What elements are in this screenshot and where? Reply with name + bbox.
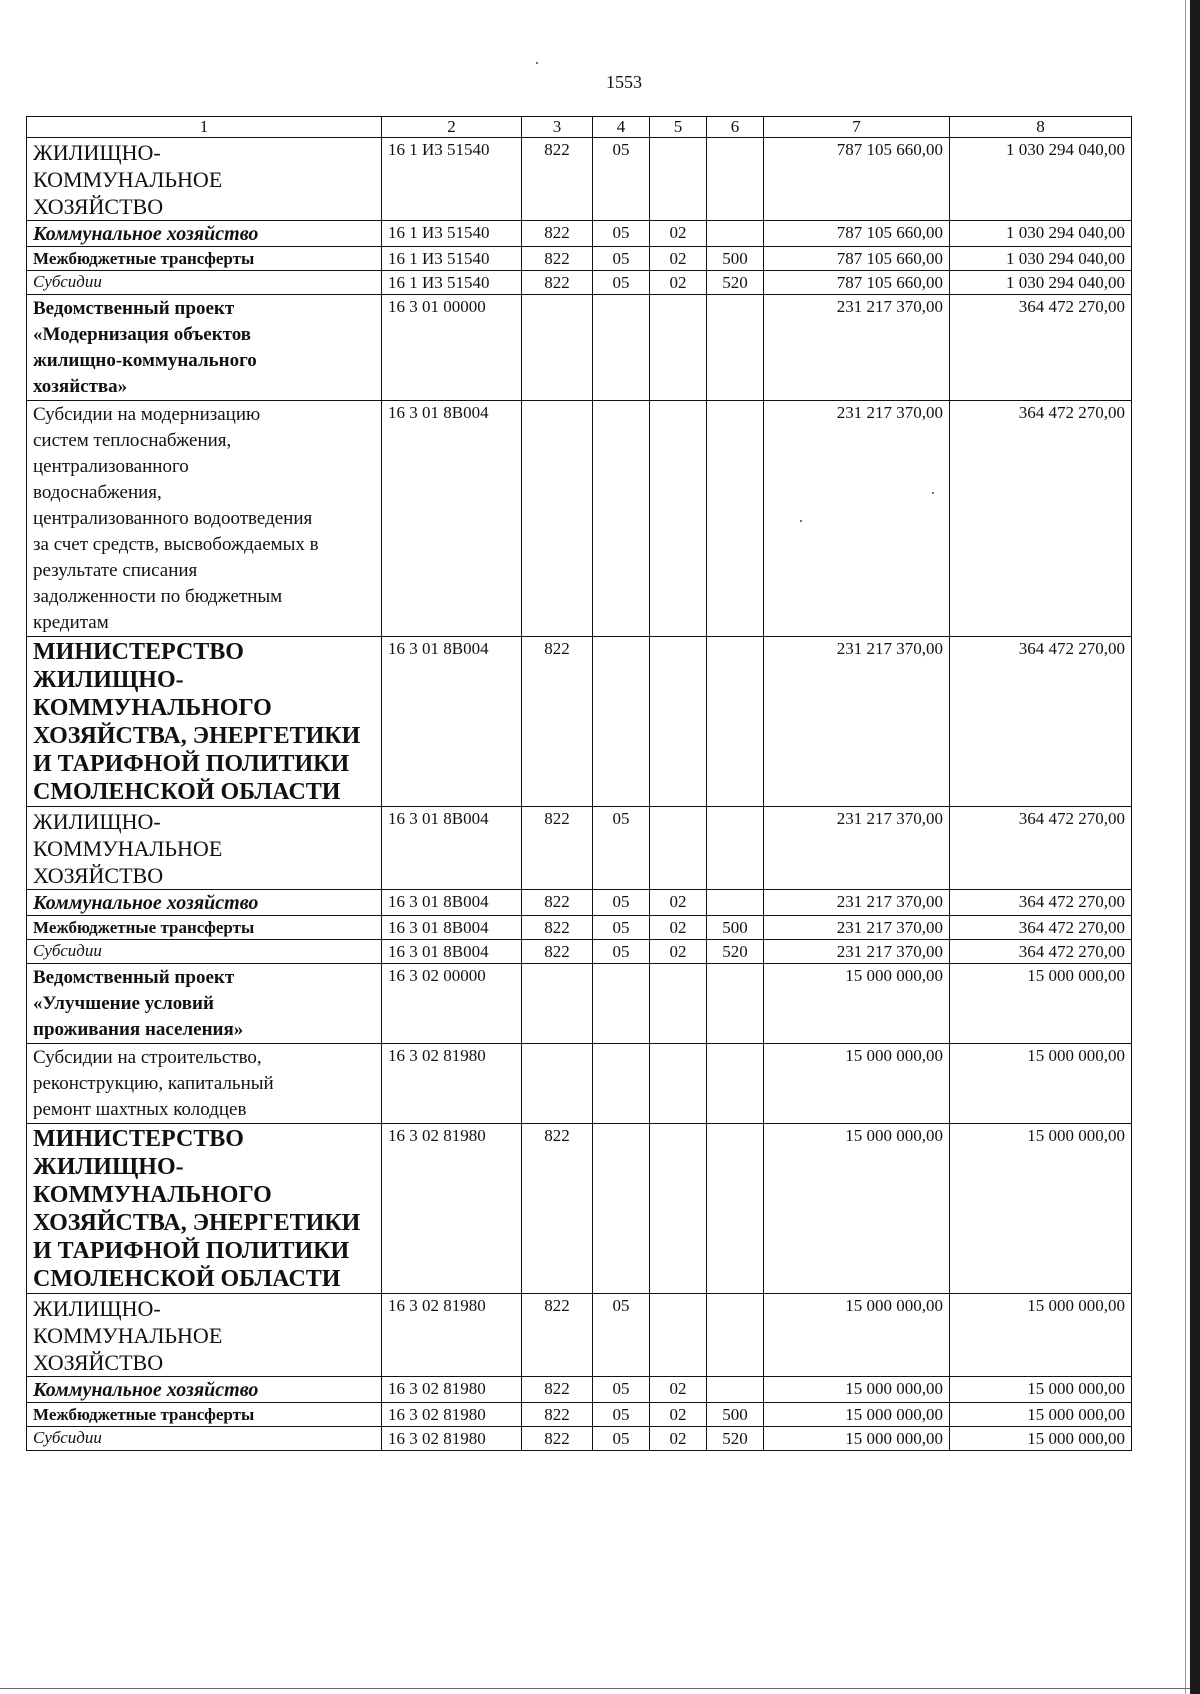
header-cell: 2 xyxy=(382,117,522,138)
row-name-line: КОММУНАЛЬНОЕ xyxy=(33,167,223,192)
header-cell: 1 xyxy=(27,117,382,138)
row-name-line: ремонт шахтных колодцев xyxy=(33,1099,247,1120)
scan-bottom-line xyxy=(0,1688,1190,1689)
ministry-code-cell: 822 xyxy=(522,916,593,940)
amount-cell-col8: 15 000 000,00 xyxy=(950,1294,1132,1377)
row-name-line: централизованного xyxy=(33,456,189,477)
expense-type-cell xyxy=(707,1294,764,1377)
row-name-cell xyxy=(27,1377,382,1403)
header-cell: 7 xyxy=(764,117,950,138)
section-cell: 05 xyxy=(593,1377,650,1403)
table-row xyxy=(27,1294,1132,1377)
row-name-line: Межбюджетные трансферты xyxy=(33,249,255,268)
amount-cell-col7: 231 217 370,00 xyxy=(764,940,950,964)
subsection-cell: 02 xyxy=(650,221,707,247)
row-name-line: МИНИСТЕРСТВО xyxy=(33,639,244,665)
section-cell: 05 xyxy=(593,890,650,916)
amount-cell-col7: 231 217 370,00 xyxy=(764,295,950,401)
row-name-line: водоснабжения, xyxy=(33,482,162,503)
row-name-cell xyxy=(27,221,382,247)
amount-cell-col8: 15 000 000,00 xyxy=(950,1427,1132,1451)
row-name-line: КОММУНАЛЬНОЕ xyxy=(33,836,223,861)
row-name-line: Субсидии xyxy=(33,1428,102,1447)
amount-cell-col7: 231 217 370,00 xyxy=(764,916,950,940)
target-code-cell: 16 3 01 8В004 xyxy=(382,401,522,637)
table-row xyxy=(27,964,1132,1044)
ministry-code-cell xyxy=(522,1044,593,1124)
ministry-code-cell: 822 xyxy=(522,1294,593,1377)
row-name-line: ЖИЛИЩНО- xyxy=(33,1154,184,1180)
subsection-cell xyxy=(650,295,707,401)
row-name-cell xyxy=(27,916,382,940)
row-name-line: КОММУНАЛЬНОГО xyxy=(33,1182,272,1208)
subsection-cell xyxy=(650,964,707,1044)
row-name-cell xyxy=(27,1124,382,1294)
subsection-cell: 02 xyxy=(650,940,707,964)
header-cell: 4 xyxy=(593,117,650,138)
ministry-code-cell: 822 xyxy=(522,637,593,807)
amount-cell-col8: 364 472 270,00 xyxy=(950,940,1132,964)
row-name-line: ЖИЛИЩНО- xyxy=(33,809,161,834)
row-name-cell xyxy=(27,247,382,271)
section-cell: 05 xyxy=(593,247,650,271)
subsection-cell: 02 xyxy=(650,1377,707,1403)
expense-type-cell xyxy=(707,807,764,890)
subsection-cell: 02 xyxy=(650,916,707,940)
row-name-line: ХОЗЯЙСТВА, ЭНЕРГЕТИКИ xyxy=(33,723,361,749)
subsection-cell xyxy=(650,138,707,221)
row-name-cell xyxy=(27,1403,382,1427)
row-name-cell xyxy=(27,940,382,964)
table-row xyxy=(27,247,1132,271)
expense-type-cell: 520 xyxy=(707,940,764,964)
expense-type-cell xyxy=(707,1044,764,1124)
table-row xyxy=(27,138,1132,221)
page-number: 1553 xyxy=(606,72,642,92)
amount-cell-col8: 364 472 270,00 xyxy=(950,807,1132,890)
row-name-line: кредитам xyxy=(33,612,109,633)
expense-type-cell xyxy=(707,221,764,247)
expense-type-cell xyxy=(707,964,764,1044)
header-cell: 3 xyxy=(522,117,593,138)
section-cell xyxy=(593,1044,650,1124)
row-name-cell xyxy=(27,1294,382,1377)
header-cell: 5 xyxy=(650,117,707,138)
table-row xyxy=(27,1377,1132,1403)
ministry-code-cell: 822 xyxy=(522,940,593,964)
row-name-line: КОММУНАЛЬНОГО xyxy=(33,695,272,721)
target-code-cell: 16 1 И3 51540 xyxy=(382,138,522,221)
row-name-line: ЖИЛИЩНО- xyxy=(33,667,184,693)
ministry-code-cell xyxy=(522,401,593,637)
row-name-line: Коммунальное хозяйство xyxy=(33,223,259,245)
table-row xyxy=(27,1044,1132,1124)
target-code-cell: 16 1 И3 51540 xyxy=(382,247,522,271)
row-name-line: СМОЛЕНСКОЙ ОБЛАСТИ xyxy=(33,1266,341,1292)
row-name-line: ХОЗЯЙСТВА, ЭНЕРГЕТИКИ xyxy=(33,1210,361,1236)
ministry-code-cell: 822 xyxy=(522,807,593,890)
section-cell: 05 xyxy=(593,1427,650,1451)
row-name-cell xyxy=(27,295,382,401)
section-cell: 05 xyxy=(593,221,650,247)
subsection-cell: 02 xyxy=(650,271,707,295)
row-name-line: Коммунальное хозяйство xyxy=(33,1379,259,1401)
table-row xyxy=(27,295,1132,401)
target-code-cell: 16 3 01 00000 xyxy=(382,295,522,401)
row-name-line: КОММУНАЛЬНОЕ xyxy=(33,1323,223,1348)
row-name-line: задолженности по бюджетным xyxy=(33,586,283,607)
table-row xyxy=(27,637,1132,807)
section-cell: 05 xyxy=(593,1294,650,1377)
ministry-code-cell: 822 xyxy=(522,221,593,247)
subsection-cell: 02 xyxy=(650,890,707,916)
amount-cell-col7: 231 217 370,00 xyxy=(764,890,950,916)
section-cell: 05 xyxy=(593,1403,650,1427)
ministry-code-cell: 822 xyxy=(522,138,593,221)
target-code-cell: 16 3 01 8В004 xyxy=(382,637,522,807)
expense-type-cell xyxy=(707,890,764,916)
header-cell: 6 xyxy=(707,117,764,138)
expense-type-cell: 520 xyxy=(707,271,764,295)
row-name-cell xyxy=(27,807,382,890)
row-name-line: Межбюджетные трансферты xyxy=(33,918,255,937)
expense-type-cell xyxy=(707,295,764,401)
amount-cell-col7: 15 000 000,00 xyxy=(764,1427,950,1451)
row-name-cell xyxy=(27,1044,382,1124)
row-name-line: СМОЛЕНСКОЙ ОБЛАСТИ xyxy=(33,779,341,805)
amount-cell-col7: 15 000 000,00 xyxy=(764,1403,950,1427)
subsection-cell xyxy=(650,1124,707,1294)
amount-cell-col8: 1 030 294 040,00 xyxy=(950,247,1132,271)
table-row xyxy=(27,271,1132,295)
scan-edge-line xyxy=(1185,0,1186,1694)
table-row xyxy=(27,221,1132,247)
amount-cell-col7: 15 000 000,00 xyxy=(764,1044,950,1124)
ministry-code-cell: 822 xyxy=(522,1377,593,1403)
amount-cell-col8: 1 030 294 040,00 xyxy=(950,138,1132,221)
ministry-code-cell: 822 xyxy=(522,247,593,271)
amount-cell-col8: 1 030 294 040,00 xyxy=(950,271,1132,295)
target-code-cell: 16 3 02 81980 xyxy=(382,1124,522,1294)
amount-cell-col8: 15 000 000,00 xyxy=(950,1403,1132,1427)
section-cell xyxy=(593,1124,650,1294)
amount-cell-col7: 15 000 000,00 xyxy=(764,1377,950,1403)
table-row xyxy=(27,1427,1132,1451)
row-name-line: Коммунальное хозяйство xyxy=(33,892,259,914)
row-name-line: результате списания xyxy=(33,560,198,581)
amount-cell-col8: 364 472 270,00 xyxy=(950,916,1132,940)
row-name-cell xyxy=(27,637,382,807)
table-row xyxy=(27,940,1132,964)
header-cell: 8 xyxy=(950,117,1132,138)
target-code-cell: 16 1 И3 51540 xyxy=(382,221,522,247)
amount-cell-col7: 15 000 000,00 xyxy=(764,1124,950,1294)
target-code-cell: 16 3 01 8В004 xyxy=(382,940,522,964)
target-code-cell: 16 1 И3 51540 xyxy=(382,271,522,295)
target-code-cell: 16 3 01 8В004 xyxy=(382,916,522,940)
section-cell xyxy=(593,295,650,401)
target-code-cell: 16 3 02 81980 xyxy=(382,1294,522,1377)
row-name-line: ХОЗЯЙСТВО xyxy=(33,194,164,219)
amount-cell-col8: 15 000 000,00 xyxy=(950,1124,1132,1294)
row-name-line: Ведомственный проект xyxy=(33,967,235,988)
subsection-cell xyxy=(650,1044,707,1124)
expense-type-cell xyxy=(707,1377,764,1403)
row-name-cell xyxy=(27,964,382,1044)
target-code-cell: 16 3 02 81980 xyxy=(382,1377,522,1403)
amount-cell-col8: 15 000 000,00 xyxy=(950,1044,1132,1124)
row-name-line: Ведомственный проект xyxy=(33,298,235,319)
subsection-cell xyxy=(650,1294,707,1377)
expense-type-cell: 500 xyxy=(707,916,764,940)
row-name-line: жилищно-коммунального xyxy=(33,350,257,371)
amount-cell-col8: 364 472 270,00 xyxy=(950,890,1132,916)
amount-cell-col7: 787 105 660,00 xyxy=(764,138,950,221)
section-cell xyxy=(593,637,650,807)
row-name-line: «Модернизация объектов xyxy=(33,324,252,345)
table-row xyxy=(27,1403,1132,1427)
amount-cell-col8: 364 472 270,00 xyxy=(950,401,1132,637)
section-cell: 05 xyxy=(593,807,650,890)
row-name-line: ЖИЛИЩНО- xyxy=(33,1296,161,1321)
row-name-line: систем теплоснабжения, xyxy=(33,430,232,451)
table-row xyxy=(27,401,1132,637)
subsection-cell: 02 xyxy=(650,247,707,271)
table-row xyxy=(27,1124,1132,1294)
row-name-line: И ТАРИФНОЙ ПОЛИТИКИ xyxy=(33,751,350,777)
amount-cell-col7: 787 105 660,00 xyxy=(764,221,950,247)
section-cell xyxy=(593,964,650,1044)
row-name-cell xyxy=(27,890,382,916)
subsection-cell xyxy=(650,637,707,807)
subsection-cell: 02 xyxy=(650,1403,707,1427)
section-cell: 05 xyxy=(593,138,650,221)
row-name-line: хозяйства» xyxy=(33,376,128,397)
subsection-cell: 02 xyxy=(650,1427,707,1451)
expense-type-cell xyxy=(707,401,764,637)
table-row xyxy=(27,916,1132,940)
expense-type-cell: 500 xyxy=(707,247,764,271)
row-name-line: Субсидии на строительство, xyxy=(33,1047,262,1068)
amount-cell-col7: 231 217 370,00 xyxy=(764,637,950,807)
row-name-line: Межбюджетные трансферты xyxy=(33,1405,255,1424)
row-name-line: Субсидии xyxy=(33,272,102,291)
amount-cell-col7: 231 217 370,00 xyxy=(764,807,950,890)
row-name-cell xyxy=(27,1427,382,1451)
target-code-cell: 16 3 01 8В004 xyxy=(382,807,522,890)
ministry-code-cell: 822 xyxy=(522,1427,593,1451)
subsection-cell xyxy=(650,807,707,890)
expense-type-cell: 520 xyxy=(707,1427,764,1451)
scan-speck xyxy=(536,62,538,64)
row-name-line: реконструкцию, капитальный xyxy=(33,1073,274,1094)
amount-cell-col7: 231 217 370,00 xyxy=(764,401,950,637)
row-name-line: МИНИСТЕРСТВО xyxy=(33,1126,244,1152)
expense-type-cell xyxy=(707,1124,764,1294)
row-name-cell xyxy=(27,138,382,221)
amount-cell-col8: 15 000 000,00 xyxy=(950,964,1132,1044)
target-code-cell: 16 3 02 81980 xyxy=(382,1044,522,1124)
amount-cell-col8: 364 472 270,00 xyxy=(950,295,1132,401)
table-row xyxy=(27,807,1132,890)
amount-cell-col7: 787 105 660,00 xyxy=(764,247,950,271)
row-name-line: Субсидии xyxy=(33,941,102,960)
section-cell: 05 xyxy=(593,271,650,295)
row-name-line: ЖИЛИЩНО- xyxy=(33,140,161,165)
row-name-cell xyxy=(27,271,382,295)
row-name-cell xyxy=(27,401,382,637)
ministry-code-cell: 822 xyxy=(522,1403,593,1427)
row-name-line: ХОЗЯЙСТВО xyxy=(33,1350,164,1375)
row-name-line: «Улучшение условий xyxy=(33,993,214,1014)
budget-table xyxy=(26,116,1132,1451)
subsection-cell xyxy=(650,401,707,637)
ministry-code-cell: 822 xyxy=(522,1124,593,1294)
expense-type-cell xyxy=(707,138,764,221)
target-code-cell: 16 3 01 8В004 xyxy=(382,890,522,916)
amount-cell-col8: 15 000 000,00 xyxy=(950,1377,1132,1403)
section-cell: 05 xyxy=(593,940,650,964)
scan-edge-shadow xyxy=(1190,0,1200,1694)
expense-type-cell: 500 xyxy=(707,1403,764,1427)
amount-cell-col7: 15 000 000,00 xyxy=(764,964,950,1044)
amount-cell-col8: 364 472 270,00 xyxy=(950,637,1132,807)
amount-cell-col8: 1 030 294 040,00 xyxy=(950,221,1132,247)
ministry-code-cell: 822 xyxy=(522,890,593,916)
target-code-cell: 16 3 02 81980 xyxy=(382,1403,522,1427)
ministry-code-cell xyxy=(522,964,593,1044)
row-name-line: централизованного водоотведения xyxy=(33,508,313,529)
amount-cell-col7: 15 000 000,00 xyxy=(764,1294,950,1377)
expense-type-cell xyxy=(707,637,764,807)
row-name-line: ХОЗЯЙСТВО xyxy=(33,863,164,888)
table-header-row xyxy=(27,117,1132,138)
row-name-line: за счет средств, высвобождаемых в xyxy=(33,534,319,555)
target-code-cell: 16 3 02 00000 xyxy=(382,964,522,1044)
row-name-line: И ТАРИФНОЙ ПОЛИТИКИ xyxy=(33,1238,350,1264)
section-cell: 05 xyxy=(593,916,650,940)
row-name-line: Субсидии на модернизацию xyxy=(33,404,261,425)
row-name-line: проживания населения» xyxy=(33,1019,244,1040)
table-row xyxy=(27,890,1132,916)
section-cell xyxy=(593,401,650,637)
target-code-cell: 16 3 02 81980 xyxy=(382,1427,522,1451)
ministry-code-cell xyxy=(522,295,593,401)
amount-cell-col7: 787 105 660,00 xyxy=(764,271,950,295)
ministry-code-cell: 822 xyxy=(522,271,593,295)
